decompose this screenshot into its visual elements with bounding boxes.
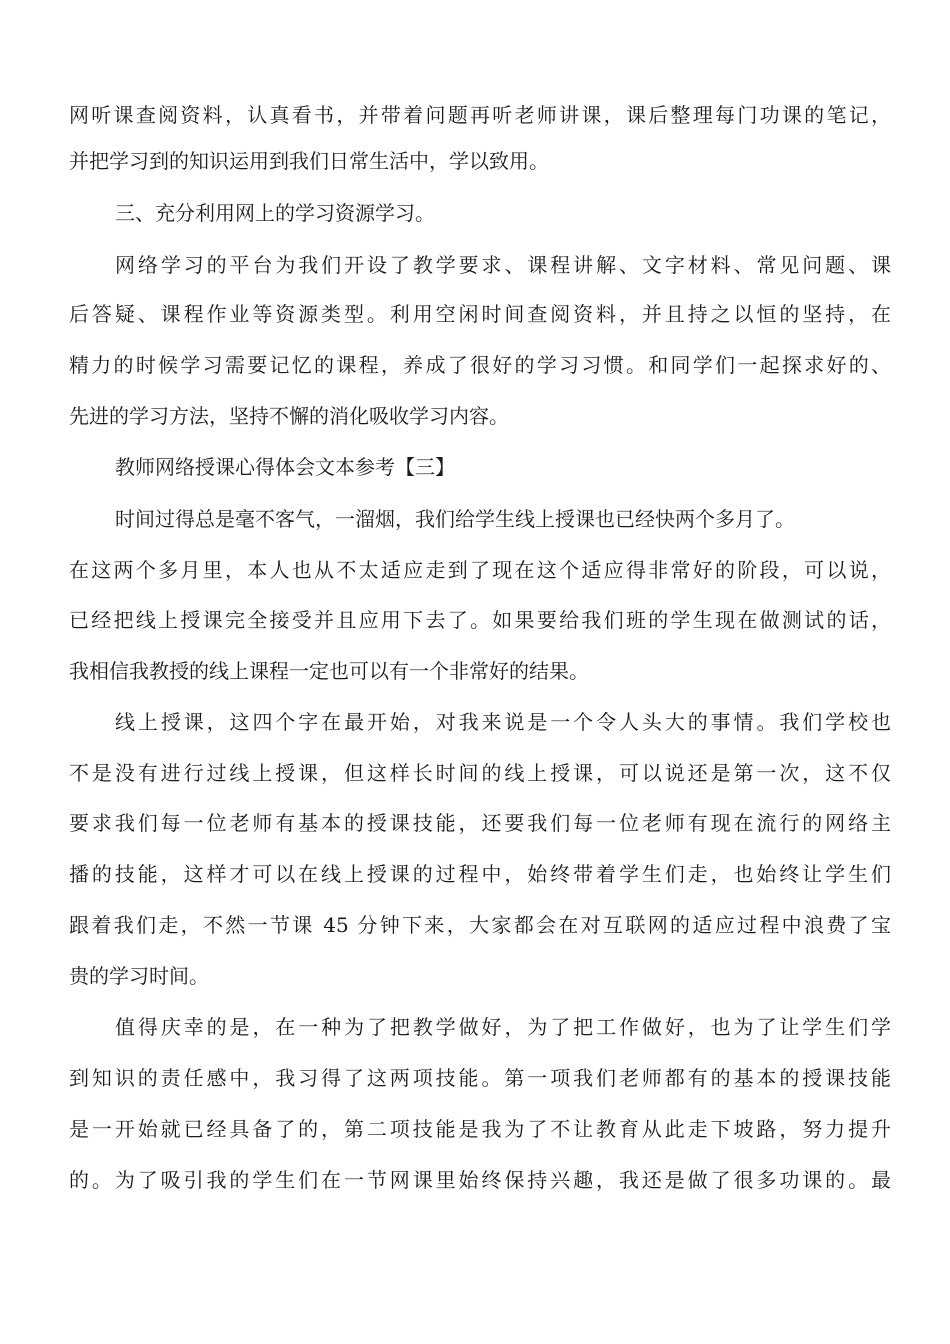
text-line: 我相信我教授的线上课程一定也可以有一个非常好的结果。: [69, 659, 589, 683]
section-heading: 三、充分利用网上的学习资源学习。: [115, 201, 435, 225]
text-line: 的。为了吸引我的学生们在一节网课里始终保持兴趣，我还是做了很多功课的。最: [69, 1168, 891, 1192]
section-heading: 教师网络授课心得体会文本参考【三】: [115, 455, 455, 479]
text-line: 并把学习到的知识运用到我们日常生活中，学以致用。: [69, 149, 549, 173]
text-line: 线上授课，这四个字在最开始，对我来说是一个令人头大的事情。我们学校也: [115, 710, 891, 734]
text-line: 跟着我们走，不然一节课 45 分钟下来，大家都会在对互联网的适应过程中浪费了宝: [69, 913, 891, 937]
text-line: 到知识的责任感中，我习得了这两项技能。第一项我们老师都有的基本的授课技能: [69, 1066, 891, 1090]
text-line: 网络学习的平台为我们开设了教学要求、课程讲解、文字材料、常见问题、课: [115, 253, 891, 277]
text-line: 是一开始就已经具备了的，第二项技能是我为了不让教育从此走下坡路，努力提升: [69, 1117, 891, 1141]
text-line: 要求我们每一位老师有基本的授课技能，还要我们每一位老师有现在流行的网络主: [69, 811, 891, 835]
text-line: 播的技能，这样才可以在线上授课的过程中，始终带着学生们走，也始终让学生们: [69, 862, 891, 886]
text-line: 在这两个多月里，本人也从不太适应走到了现在这个适应得非常好的阶段，可以说，: [69, 558, 891, 582]
text-line: 网听课查阅资料，认真看书，并带着问题再听老师讲课，课后整理每门功课的笔记，: [69, 103, 891, 127]
text-line: 贵的学习时间。: [69, 964, 209, 988]
text-line: 时间过得总是毫不客气，一溜烟，我们给学生线上授课也已经快两个多月了。: [115, 507, 795, 531]
text-line: 先进的学习方法，坚持不懈的消化吸收学习内容。: [69, 404, 509, 428]
text-line: 不是没有进行过线上授课，但这样长时间的线上授课，可以说还是第一次，这不仅: [69, 761, 891, 785]
text-line: 已经把线上授课完全接受并且应用下去了。如果要给我们班的学生现在做测试的话，: [69, 608, 891, 632]
text-line: 后答疑、课程作业等资源类型。利用空闲时间查阅资料，并且持之以恒的坚持，在: [69, 302, 891, 326]
text-line: 精力的时候学习需要记忆的课程，养成了很好的学习习惯。和同学们一起探求好的、: [69, 353, 891, 377]
text-line: 值得庆幸的是，在一种为了把教学做好，为了把工作做好，也为了让学生们学: [115, 1015, 891, 1039]
